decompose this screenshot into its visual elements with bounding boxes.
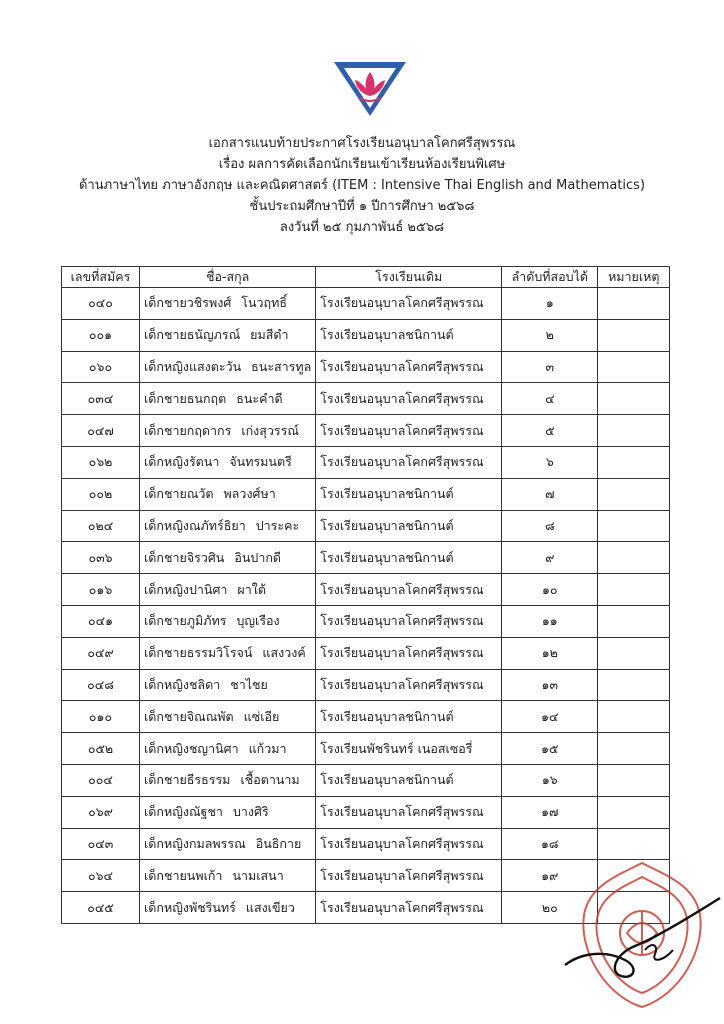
- student-last-name: ธนะสารทูล: [251, 358, 312, 374]
- student-first-name: เด็กหญิงกมลพรรณ: [144, 835, 246, 851]
- application-number: ๐๔๑: [62, 605, 140, 637]
- header-line-3: ด้านภาษาไทย ภาษาอังกฤษ และคณิตศาสตร์ (ITEM : Intensive Thai English and Mathematics): [78, 178, 646, 193]
- student-first-name: เด็กหญิงพัชรินทร์: [144, 899, 236, 915]
- student-last-name: นามเสนา: [232, 867, 284, 883]
- note: [598, 764, 670, 796]
- application-number: ๐๐๒: [62, 478, 140, 510]
- student-first-name: เด็กหญิงณัฐชา: [144, 804, 223, 820]
- exam-rank: ๓: [502, 351, 598, 383]
- student-name: [140, 351, 316, 383]
- previous-school: โรงเรียนอนุบาลโคกศรีสุพรรณ: [316, 637, 502, 669]
- col-header-school: โรงเรียนเดิม: [316, 267, 502, 288]
- application-number: ๐๖๙: [62, 796, 140, 828]
- previous-school: โรงเรียนอนุบาลโคกศรีสุพรรณ: [316, 605, 502, 637]
- previous-school: โรงเรียนอนุบาลโคกศรีสุพรรณ: [316, 828, 502, 860]
- student-first-name: เด็กหญิงปานิศา: [144, 581, 228, 597]
- note: [598, 701, 670, 733]
- note: [598, 478, 670, 510]
- note: [598, 637, 670, 669]
- application-number: ๐๕๒: [62, 733, 140, 765]
- exam-rank: ๑๔: [502, 701, 598, 733]
- exam-rank: ๗: [502, 478, 598, 510]
- student-last-name: แสงวงค์: [262, 645, 306, 661]
- previous-school: โรงเรียนอนุบาลโคกศรีสุพรรณ: [316, 860, 502, 892]
- application-number: ๐๑๐: [62, 701, 140, 733]
- school-logo: [330, 58, 410, 120]
- student-name: [140, 892, 316, 924]
- student-first-name: เด็กชายธนัญภรณ์: [144, 327, 241, 343]
- application-number: ๐๔๐: [62, 288, 140, 320]
- table-row: [62, 669, 670, 701]
- student-name: [140, 574, 316, 606]
- student-name: [140, 288, 316, 320]
- table-body: [62, 288, 670, 924]
- student-name: [140, 733, 316, 765]
- table-row: [62, 478, 670, 510]
- student-first-name: เด็กหญิงรัตนา: [144, 454, 220, 470]
- note: [598, 510, 670, 542]
- application-number: ๐๓๖: [62, 542, 140, 574]
- note: [598, 288, 670, 320]
- exam-rank: ๑๕: [502, 733, 598, 765]
- student-last-name: โนวฤทธิ์: [241, 295, 287, 311]
- exam-rank: ๒: [502, 319, 598, 351]
- exam-rank: ๑๙: [502, 860, 598, 892]
- student-name: [140, 319, 316, 351]
- student-name: [140, 796, 316, 828]
- table-row: [62, 542, 670, 574]
- signature: [555, 880, 724, 990]
- student-first-name: เด็กหญิงชญานิศา: [144, 740, 239, 756]
- previous-school: โรงเรียนอนุบาลโคกศรีสุพรรณ: [316, 574, 502, 606]
- table-row: [62, 796, 670, 828]
- document-header: [0, 133, 724, 238]
- student-name: [140, 828, 316, 860]
- application-number: ๐๔๓: [62, 828, 140, 860]
- table-row: [62, 637, 670, 669]
- student-last-name: ธนะคำดี: [236, 390, 283, 406]
- student-name: [140, 669, 316, 701]
- student-name: [140, 510, 316, 542]
- table-row: [62, 510, 670, 542]
- student-first-name: เด็กชายณวัต: [144, 486, 214, 502]
- exam-rank: ๖: [502, 446, 598, 478]
- note: [598, 605, 670, 637]
- col-header-note: หมายเหตุ: [598, 267, 670, 288]
- application-number: ๐๐๑: [62, 319, 140, 351]
- note: [598, 446, 670, 478]
- exam-rank: ๒๐: [502, 892, 598, 924]
- table-row: [62, 446, 670, 478]
- student-last-name: ปาระคะ: [255, 517, 300, 533]
- student-name: [140, 542, 316, 574]
- exam-rank: ๙: [502, 542, 598, 574]
- table-row: [62, 574, 670, 606]
- student-last-name: บางศิริ: [232, 804, 269, 820]
- previous-school: โรงเรียนอนุบาลโคกศรีสุพรรณ: [316, 796, 502, 828]
- student-first-name: เด็กหญิงณภัทร์ธิยา: [144, 517, 246, 533]
- application-number: ๐๖๒: [62, 446, 140, 478]
- student-name: [140, 415, 316, 447]
- note: [598, 415, 670, 447]
- previous-school: โรงเรียนอนุบาลโคกศรีสุพรรณ: [316, 351, 502, 383]
- application-number: ๐๔๕: [62, 892, 140, 924]
- header-line-4: ชั้นประถมศึกษาปีที่ ๑ ปีการศึกษา ๒๕๖๘: [249, 199, 475, 214]
- note: [598, 733, 670, 765]
- exam-rank: ๑๖: [502, 764, 598, 796]
- table-row: [62, 383, 670, 415]
- student-first-name: เด็กชายวชิรพงศ์: [144, 295, 232, 311]
- student-last-name: บุญเรือง: [236, 613, 280, 629]
- results-table: [61, 266, 670, 924]
- student-first-name: เด็กหญิงแสงตะวัน: [144, 358, 242, 374]
- previous-school: โรงเรียนอนุบาลโคกศรีสุพรรณ: [316, 669, 502, 701]
- note: [598, 542, 670, 574]
- application-number: ๐๒๔: [62, 510, 140, 542]
- previous-school: โรงเรียนอนุบาลชนิกานต์: [316, 701, 502, 733]
- student-first-name: เด็กชายจิรวศิน: [144, 549, 225, 565]
- exam-rank: ๑๗: [502, 796, 598, 828]
- previous-school: โรงเรียนอนุบาลโคกศรีสุพรรณ: [316, 288, 502, 320]
- student-first-name: เด็กชายธนกฤต: [144, 390, 227, 406]
- student-last-name: ชาไชย: [230, 676, 268, 692]
- exam-rank: ๑๓: [502, 669, 598, 701]
- exam-rank: ๑๒: [502, 637, 598, 669]
- student-name: [140, 446, 316, 478]
- student-name: [140, 605, 316, 637]
- previous-school: โรงเรียนอนุบาลชนิกานต์: [316, 542, 502, 574]
- exam-rank: ๑: [502, 288, 598, 320]
- student-first-name: เด็กชายธรรมวิโรจน์: [144, 645, 253, 661]
- student-name: [140, 637, 316, 669]
- table-row: [62, 415, 670, 447]
- student-name: [140, 764, 316, 796]
- header-line-5: ลงวันที่ ๒๕ กุมภาพันธ์ ๒๕๖๘: [279, 220, 445, 235]
- table-row: [62, 288, 670, 320]
- student-last-name: แสงเขียว: [245, 899, 295, 915]
- student-first-name: เด็กหญิงชลิดา: [144, 676, 221, 692]
- table-row: [62, 319, 670, 351]
- student-first-name: เด็กชายนพเก้า: [144, 867, 223, 883]
- application-number: ๐๖๐: [62, 351, 140, 383]
- student-last-name: อินธิกาย: [255, 835, 302, 851]
- previous-school: โรงเรียนอนุบาลชนิกานต์: [316, 764, 502, 796]
- previous-school: โรงเรียนพัชรินทร์ เนอสเซอรี่: [316, 733, 502, 765]
- student-last-name: ยมสีดำ: [250, 327, 289, 343]
- note: [598, 319, 670, 351]
- note: [598, 574, 670, 606]
- table-row: [62, 701, 670, 733]
- note: [598, 669, 670, 701]
- student-last-name: เก่งสุวรรณ์: [241, 422, 299, 438]
- previous-school: โรงเรียนอนุบาลชนิกานต์: [316, 510, 502, 542]
- application-number: ๐๐๔: [62, 764, 140, 796]
- previous-school: โรงเรียนอนุบาลชนิกานต์: [316, 319, 502, 351]
- student-last-name: แซ่เอีย: [243, 708, 280, 724]
- header-line-2: เรื่อง ผลการคัดเลือกนักเรียนเข้าเรียนห้องเรียนพิเศษ: [218, 157, 506, 172]
- student-name: [140, 701, 316, 733]
- student-last-name: อินปากดี: [234, 549, 282, 565]
- note: [598, 351, 670, 383]
- student-first-name: เด็กชายจิณณพัต: [144, 708, 234, 724]
- exam-rank: ๘: [502, 510, 598, 542]
- exam-rank: ๑๐: [502, 574, 598, 606]
- note: [598, 383, 670, 415]
- application-number: ๐๓๔: [62, 383, 140, 415]
- previous-school: โรงเรียนอนุบาลโคกศรีสุพรรณ: [316, 446, 502, 478]
- previous-school: โรงเรียนอนุบาลชนิกานต์: [316, 478, 502, 510]
- application-number: ๐๔๙: [62, 637, 140, 669]
- previous-school: โรงเรียนอนุบาลโคกศรีสุพรรณ: [316, 892, 502, 924]
- col-header-rank: ลำดับที่สอบได้: [502, 267, 598, 288]
- table-row: [62, 351, 670, 383]
- application-number: ๐๑๖: [62, 574, 140, 606]
- student-name: [140, 478, 316, 510]
- student-last-name: เชื้อตานาม: [240, 772, 300, 788]
- table-header-row: [62, 267, 670, 288]
- application-number: ๐๔๘: [62, 669, 140, 701]
- previous-school: โรงเรียนอนุบาลโคกศรีสุพรรณ: [316, 383, 502, 415]
- application-number: ๐๔๗: [62, 415, 140, 447]
- previous-school: โรงเรียนอนุบาลโคกศรีสุพรรณ: [316, 415, 502, 447]
- student-first-name: เด็กชายธีรธรรม: [144, 772, 231, 788]
- student-last-name: จันทรมนตรี: [229, 454, 292, 470]
- table-row: [62, 764, 670, 796]
- exam-rank: ๑๘: [502, 828, 598, 860]
- student-first-name: เด็กชายภูมิภัทร: [144, 613, 227, 629]
- student-last-name: พลวงศ์ษา: [223, 486, 276, 502]
- student-last-name: แก้วมา: [248, 740, 287, 756]
- student-last-name: ผาใต้: [237, 581, 266, 597]
- student-name: [140, 383, 316, 415]
- table-row: [62, 605, 670, 637]
- header-line-1: เอกสารแนบท้ายประกาศโรงเรียนอนุบาลโคกศรีสุพรรณ: [208, 136, 516, 151]
- application-number: ๐๖๔: [62, 860, 140, 892]
- student-name: [140, 860, 316, 892]
- col-header-name: ชื่อ-สกุล: [140, 267, 316, 288]
- col-header-number: เลขที่สมัคร: [62, 267, 140, 288]
- exam-rank: ๔: [502, 383, 598, 415]
- note: [598, 796, 670, 828]
- exam-rank: ๕: [502, 415, 598, 447]
- student-first-name: เด็กชายกฤดากร: [144, 422, 232, 438]
- exam-rank: ๑๑: [502, 605, 598, 637]
- table-row: [62, 733, 670, 765]
